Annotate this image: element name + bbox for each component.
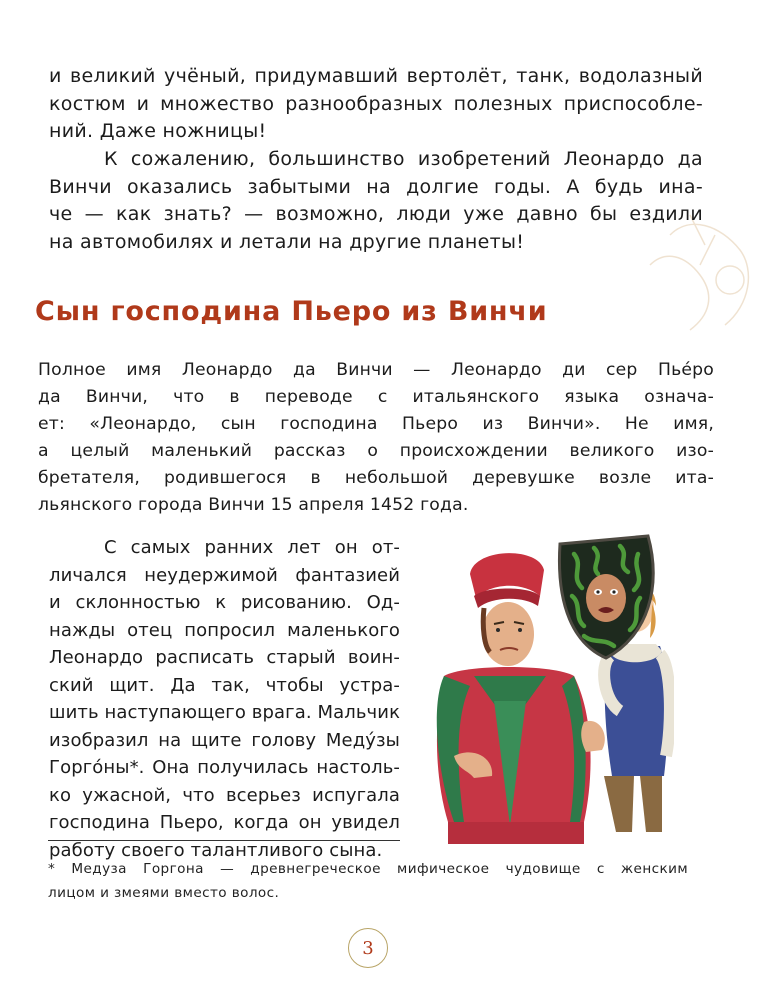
text-line: а целый маленький рассказ о происхождении великого изо- [38, 441, 714, 461]
text-line: шить наступающего врага. Мальчик [49, 702, 401, 723]
page-number: 3 [348, 928, 388, 968]
text-line: и склонностью к рисованию. Од- [49, 592, 400, 613]
footnote [48, 857, 688, 905]
text-line: бретателя, родившегося в небольшой деревушке возле ита- [38, 468, 714, 488]
text-line: Леонардо расписать старый воин- [49, 647, 400, 668]
text-line: че — как знать? — возможно, люди уже давно бы ездили [49, 203, 703, 225]
text-line: костюм и множество разнообразных полезных приспособле- [49, 92, 703, 115]
text-line: Винчи оказались забытыми на долгие годы. А будь ина- [49, 175, 703, 198]
section-heading: Сын господина Пьеро из Винчи [35, 296, 548, 327]
text-line: льянского города Винчи 15 апреля 1452 года. [38, 495, 469, 515]
text-line: на автомобилях и летали на другие планеты! [49, 230, 525, 253]
text-line: С самых ранних лет он от- [104, 537, 400, 558]
text-line: да Винчи, что в переводе с итальянского языка означа- [38, 387, 714, 407]
regret-paragraph [49, 146, 703, 256]
text-line: работу своего талантливого сына. [49, 839, 383, 861]
footnote-divider [48, 840, 400, 841]
text-line: личался неудержимой фантазией [49, 564, 400, 586]
text-line: ет: «Леонардо, сын господина Пьеро из Винчи». Не имя, [38, 414, 714, 434]
text-line: изобразил на щите голову Медýзы [49, 729, 400, 751]
text-line: Полное имя Леонардо да Винчи — Леонардо ди сер Пьéро [38, 360, 714, 380]
footnote-line: * Медуза Горгона — древнегреческое мифическое чудовище с женским [48, 861, 688, 877]
text-line: ко ужасной, что всерьез испугала [49, 784, 400, 806]
text-line: и великий учёный, придумавший вертолёт, танк, водолазный [49, 65, 703, 87]
text-line: нажды отец попросил маленького [49, 619, 400, 641]
story-paragraph [49, 534, 400, 864]
medusa-shield [559, 536, 653, 658]
footnote-line: лицом и змеями вместо волос. [48, 885, 280, 901]
text-line: господина Пьеро, когда он увидел [49, 812, 400, 833]
text-line: Горгóны*. Она получилась настоль- [49, 757, 400, 778]
text-line: К сожалению, большинство изобретений Леонардо да [104, 148, 703, 170]
intro-paragraph [49, 63, 703, 146]
leonardo-father-illustration [434, 526, 674, 844]
text-line: ский щит. Да так, чтобы устра- [49, 674, 400, 696]
name-paragraph [38, 357, 714, 519]
text-line: ний. Даже ножницы! [49, 120, 267, 142]
